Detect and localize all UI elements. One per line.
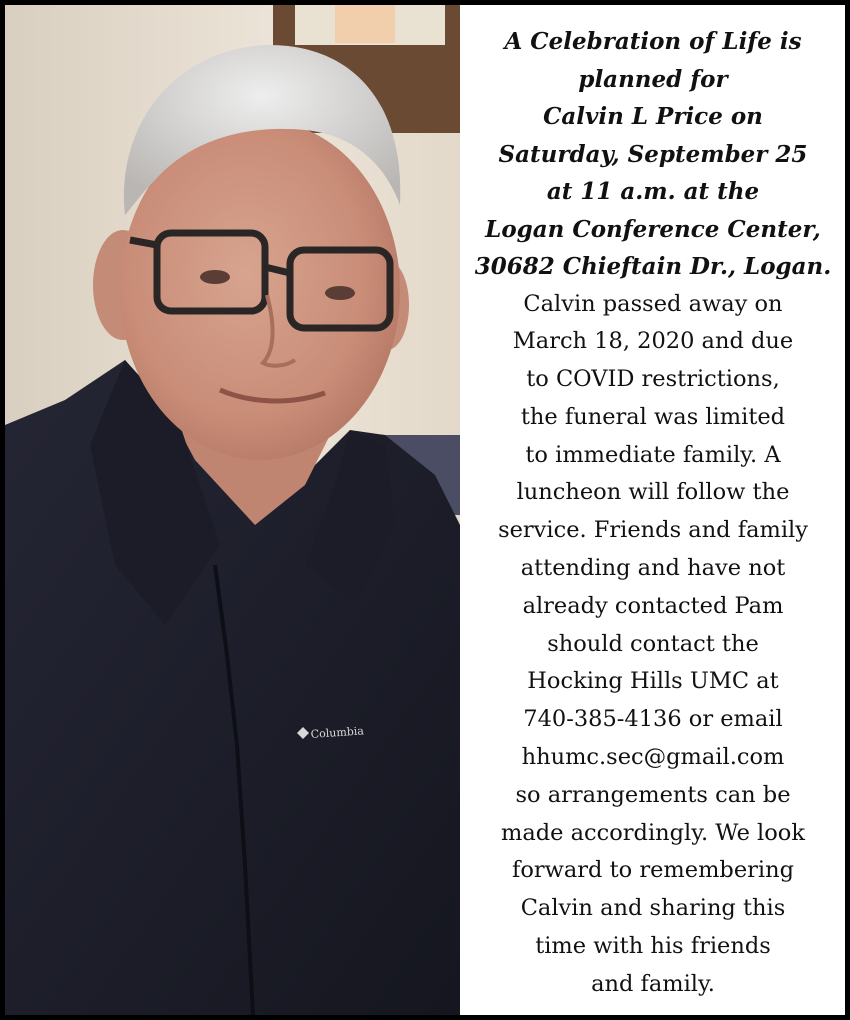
phone-number-line: 740-385-4136 or email (523, 706, 783, 733)
body-line: attending and have not (520, 555, 786, 582)
body-line: time with his friends (535, 933, 771, 960)
body-line: already contacted Pam (522, 592, 784, 619)
announcement-line: Saturday, September 25 (498, 140, 808, 168)
email-address-line: hhumc.sec@gmail.com (521, 744, 785, 771)
body-line: Calvin passed away on (523, 290, 783, 317)
portrait-photo (5, 5, 460, 1015)
announcement-line: A Celebration of Life is (504, 28, 802, 55)
body-line: forward to remembering (512, 857, 794, 884)
jacket-logo-text: Columbia (310, 724, 365, 741)
body-line: Hocking Hills UMC at (527, 668, 779, 695)
announcement-line: at 11 a.m. at the (546, 178, 760, 205)
body-line: to immediate family. A (525, 441, 781, 468)
body-line: the funeral was limited (520, 403, 786, 430)
body-line: March 18, 2020 and due (512, 328, 794, 355)
body-line: made accordingly. We look (501, 819, 805, 846)
obituary-body (498, 286, 808, 1004)
celebration-announcement (475, 23, 832, 286)
notice-text-column (461, 5, 845, 1015)
body-line: luncheon will follow the (516, 479, 790, 506)
announcement-line: 30682 Chieftain Dr., Logan. (474, 253, 832, 280)
body-line: so arrangements can be (515, 781, 791, 808)
announcement-line: planned for (578, 65, 728, 93)
body-line: and family. (591, 970, 715, 997)
announcement-line: Logan Conference Center, (485, 215, 821, 243)
announcement-line: Calvin L Price on (543, 103, 763, 130)
body-line: service. Friends and family (498, 517, 808, 544)
body-line: should contact the (547, 630, 759, 657)
body-line: to COVID restrictions, (526, 366, 780, 393)
body-line: Calvin and sharing this (520, 895, 786, 922)
notice-inner (5, 5, 845, 1015)
